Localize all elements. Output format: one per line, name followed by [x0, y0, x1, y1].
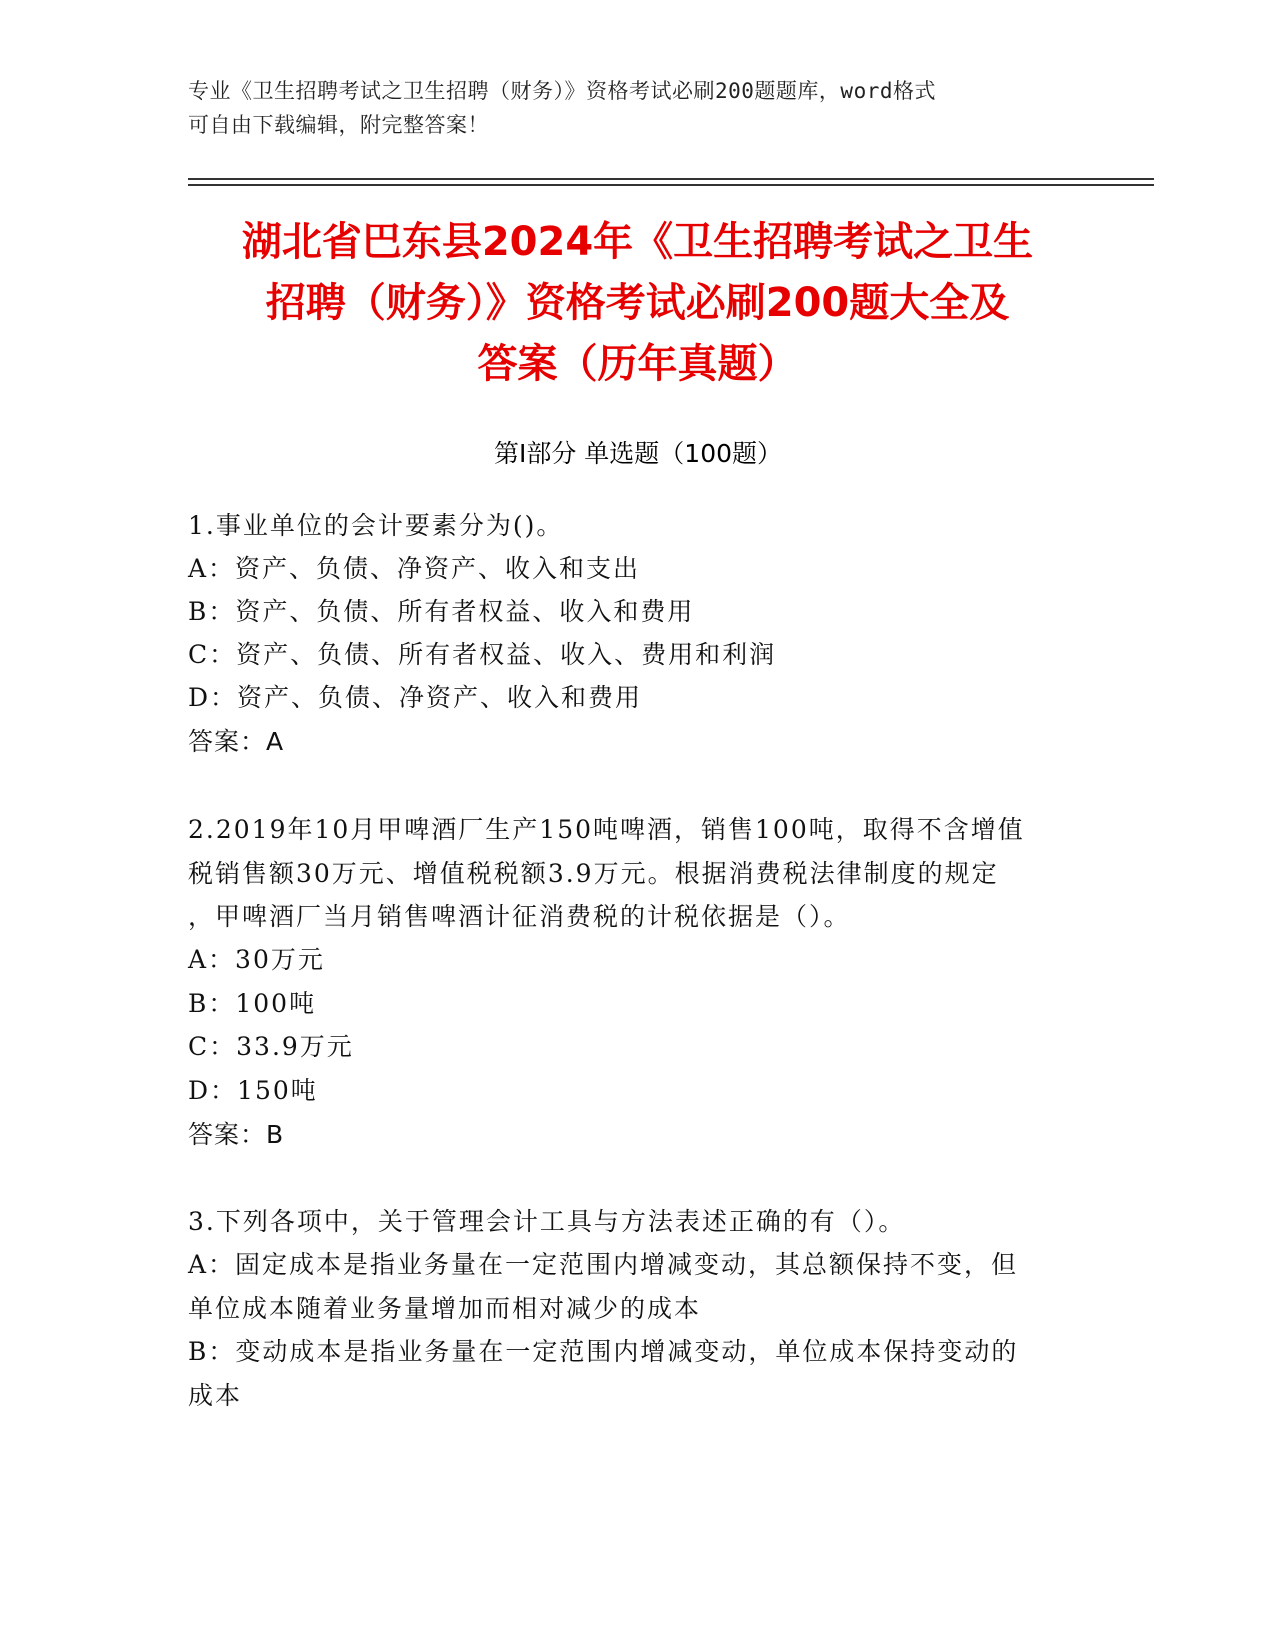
title-line: 答案（历年真题） [477, 341, 798, 387]
header-note-line: 专业《卫生招聘考试之卫生招聘（财务）》资格考试必刷200题题库，word格式 [188, 79, 936, 103]
question-stem: ，甲啤酒厂当月销售啤酒计征消费税的计税依据是（）。 [188, 902, 851, 931]
header-note [188, 74, 1088, 142]
question-stem: 税销售额30万元、增值税税额3.9万元。根据消费税法律制度的规定 [188, 859, 999, 888]
question-option: C：资产、负债、所有者权益、收入、费用和利润 [188, 640, 777, 669]
question-option: D：150吨 [188, 1076, 318, 1105]
question-stem: 3.下列各项中，关于管理会计工具与方法表述正确的有（）。 [188, 1207, 906, 1236]
section-heading: 第Ⅰ部分 单选题（100题） [493, 439, 783, 468]
question-option: A：资产、负债、净资产、收入和支出 [188, 554, 641, 583]
question-answer: 答案：A [188, 727, 285, 756]
header-divider [188, 178, 1154, 180]
question-option: B：变动成本是指业务量在一定范围内增减变动，单位成本保持变动的 [188, 1337, 1019, 1366]
title-line: 湖北省巴东县2024年《卫生招聘考试之卫生 [241, 219, 1034, 265]
question-answer: 答案：B [188, 1120, 285, 1149]
question-option: B：资产、负债、所有者权益、收入和费用 [188, 597, 695, 626]
question-option: A：30万元 [188, 945, 325, 974]
question-option: 单位成本随着业务量增加而相对减少的成本 [188, 1294, 702, 1323]
question-stem: 1.事业单位的会计要素分为()。 [188, 511, 564, 540]
question-stem: 2.2019年10月甲啤酒厂生产150吨啤酒，销售100吨，取得不含增值 [188, 815, 1025, 844]
header-divider [188, 184, 1154, 186]
question-option: 成本 [188, 1381, 243, 1410]
header-note-line: 可自由下载编辑，附完整答案！ [188, 113, 489, 137]
question-option: D：资产、负债、净资产、收入和费用 [188, 683, 643, 712]
title-line: 招聘（财务）》资格考试必刷200题大全及 [265, 280, 1010, 326]
question-option: C：33.9万元 [188, 1032, 354, 1061]
question-option: A：固定成本是指业务量在一定范围内增减变动，其总额保持不变，但 [188, 1250, 1019, 1279]
question-option: B：100吨 [188, 989, 317, 1018]
document-title [170, 212, 1105, 395]
